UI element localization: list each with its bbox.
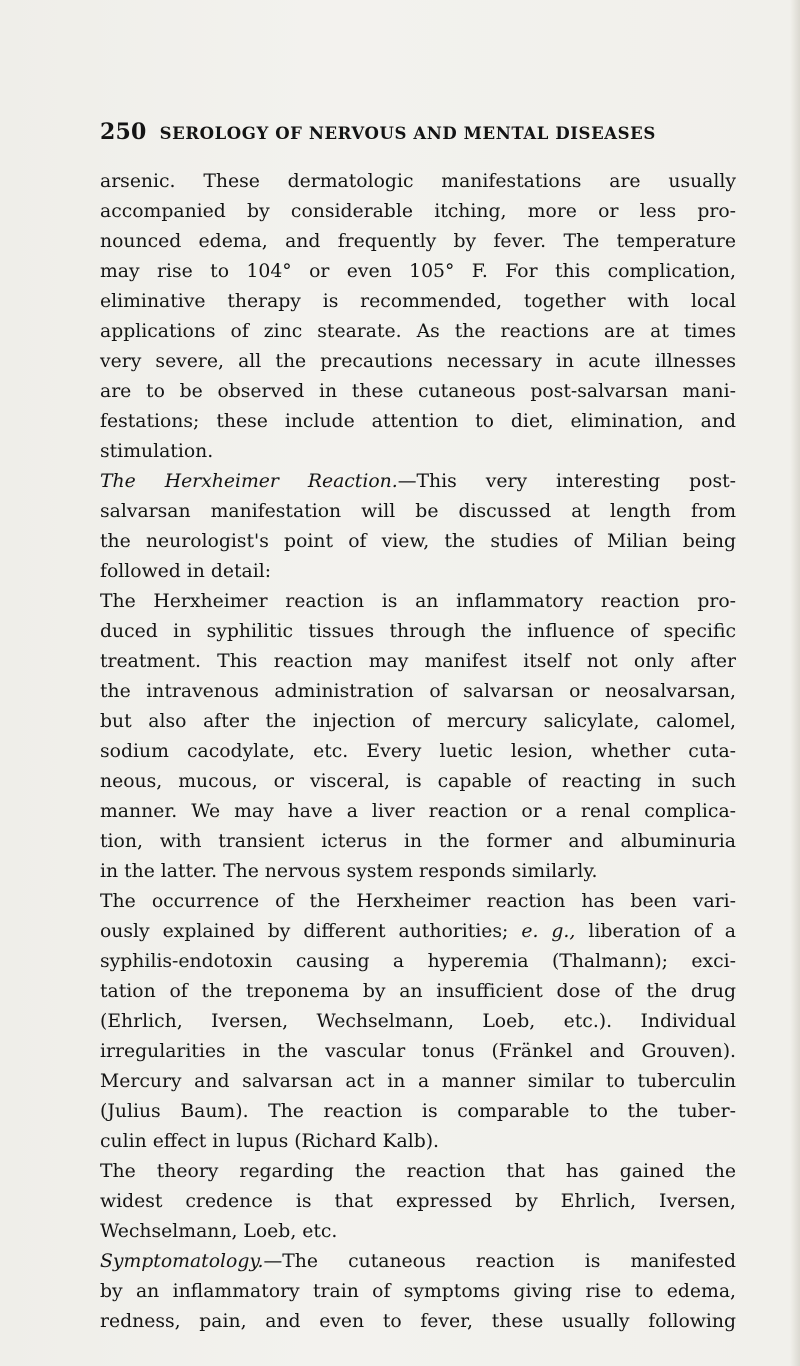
page-header xyxy=(100,119,740,145)
section-heading-herxheimer: The Herxheimer Reaction. xyxy=(100,471,398,492)
text-line: are to be observed in these cutaneous post-salvarsan mani- xyxy=(100,381,736,402)
text-line: widest credence is that expressed by Ehrlich, Iversen, xyxy=(100,1191,736,1212)
text-line: tion, with transient icterus in the former and albuminuria xyxy=(100,831,736,852)
text-line: followed in detail: xyxy=(100,561,272,582)
text-line: applications of zinc stearate. As the reactions are at times xyxy=(100,321,736,342)
text-line: accompanied by considerable itching, more or less pro- xyxy=(100,201,736,222)
text-line: The theory regarding the reaction that has gained the xyxy=(100,1161,736,1182)
text-line: by an inflammatory train of symptoms giving rise to edema, xyxy=(100,1281,736,1302)
text-line: very severe, all the precautions necessary in acute illnesses xyxy=(100,351,736,372)
text-line: duced in syphilitic tissues through the influence of specific xyxy=(100,621,736,642)
section-heading-line: Symptomatology.—The cutaneous reaction is manifested xyxy=(100,1251,736,1272)
text-line: festations; these include attention to diet, elimination, and xyxy=(100,411,736,432)
running-head: SEROLOGY OF NERVOUS AND MENTAL DISEASES xyxy=(159,124,656,143)
text-line: the neurologist's point of view, the studies of Milian being xyxy=(100,531,736,552)
text-line: (Julius Baum). The reaction is comparable to the tuber- xyxy=(100,1101,736,1122)
text-line: sodium cacodylate, etc. Every luetic lesion, whether cuta- xyxy=(100,741,736,762)
text-line: neous, mucous, or visceral, is capable of reacting in such xyxy=(100,771,736,792)
text-line: Mercury and salvarsan act in a manner similar to tuberculin xyxy=(100,1071,736,1092)
text-line: manner. We may have a liver reaction or a renal complica- xyxy=(100,801,736,822)
latin-abbreviation: e. g., xyxy=(521,921,576,942)
text-line: treatment. This reaction may manifest itself not only after xyxy=(100,651,736,672)
text-line: irregularities in the vascular tonus (Fränkel and Grouven). xyxy=(100,1041,736,1062)
text-line: salvarsan manifestation will be discussed at length from xyxy=(100,501,736,522)
text-line: tation of the treponema by an insufficient dose of the drug xyxy=(100,981,736,1002)
text-line: stimulation. xyxy=(100,441,214,462)
text-line: The occurrence of the Herxheimer reaction has been vari- xyxy=(100,891,736,912)
text-line: arsenic. These dermatologic manifestations are usually xyxy=(100,171,736,192)
section-heading-line: The Herxheimer Reaction.—This very interesting post- xyxy=(100,471,736,492)
text-line: nounced edema, and frequently by fever. The temperature xyxy=(100,231,736,252)
text-line: the intravenous administration of salvarsan or neosalvarsan, xyxy=(100,681,736,702)
text-line: The Herxheimer reaction is an inflammatory reaction pro- xyxy=(100,591,736,612)
text-line: in the latter. The nervous system responds similarly. xyxy=(100,861,598,882)
text-line: may rise to 104° or even 105° F. For this complication, xyxy=(100,261,736,282)
page-edge-shadow xyxy=(790,0,800,1366)
text-line: culin effect in lupus (Richard Kalb). xyxy=(100,1131,440,1152)
text-line: Wechselmann, Loeb, etc. xyxy=(100,1221,338,1242)
text-line: redness, pain, and even to fever, these usually following xyxy=(100,1311,736,1332)
text-line: syphilis-endotoxin causing a hyperemia (Thalmann); exci- xyxy=(100,951,736,972)
text-line: eliminative therapy is recommended, together with local xyxy=(100,291,736,312)
page-number: 250 xyxy=(100,119,147,145)
text-line: ously explained by different authorities; e. g., liberation of a xyxy=(100,921,736,942)
text-line: (Ehrlich, Iversen, Wechselmann, Loeb, etc.). Individual xyxy=(100,1011,736,1032)
text-line: but also after the injection of mercury salicylate, calomel, xyxy=(100,711,736,732)
section-heading-symptomatology: Symptomatology. xyxy=(100,1251,264,1272)
